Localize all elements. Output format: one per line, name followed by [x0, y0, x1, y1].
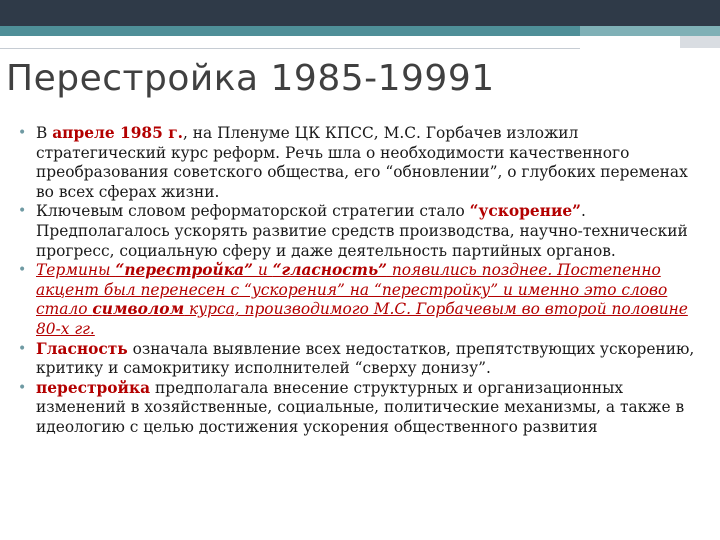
text: В — [36, 124, 53, 142]
text: предполагала внесение структурных и организационных изменений в хозяйственные, социальные, политические механизмы, а также в идеологию с целью достижения ускорения общественного развития — [36, 378, 685, 436]
highlight-acceleration: “ускорение” — [469, 202, 582, 221]
highlight-glasnost-term: Гласность — [36, 339, 128, 358]
text: Термины — [36, 261, 116, 280]
accent-stripe-right — [580, 26, 720, 36]
text: , на Пленуме ЦК КПСС, М.С. Горбачев изложил стратегический курс реформ. Речь шла о необходимости качественного преобразования советского общества, его “обновлении”, о глубоких переменах во всех сферах жизни. — [36, 124, 688, 201]
text: . Предполагалось ускорять развитие средств производства, научно-технический прогресс, социальную сферу и даже деятельность партийных органов. — [36, 202, 688, 260]
bullet-marker: • — [18, 340, 27, 357]
highlight-glasnost: “гласность” — [272, 261, 387, 280]
bullet-item-april-1985 — [18, 124, 708, 202]
top-banner — [0, 0, 720, 26]
bullet-list — [18, 124, 708, 438]
highlight-perestroika-term: перестройка — [36, 378, 151, 397]
bullet-item-glasnost — [18, 340, 708, 379]
text: курса, производимого М.С. Горбачевым во второй половине 80-х гг. — [36, 300, 688, 338]
terms-paragraph — [36, 261, 688, 338]
slide-title: Перестройка 1985-19991 — [6, 58, 495, 99]
highlight-date: апреле 1985 г. — [52, 124, 183, 142]
text: означала выявление всех недостатков, препятствующих ускорению, критику и самокритику исполнителей “сверху донизу”. — [36, 339, 695, 378]
title-divider — [0, 48, 580, 49]
bullet-item-terms — [18, 261, 708, 339]
text: появились позднее. Постепенно акцент был перенесен с “ускорения” на “перестройку” и именно это слово стало — [36, 261, 668, 319]
bullet-item-perestroika — [18, 379, 708, 438]
bullet-marker: • — [18, 125, 27, 141]
bullet-item-acceleration — [18, 202, 708, 261]
bullet-marker: • — [18, 262, 27, 279]
text: и — [252, 261, 273, 280]
bullet-marker: • — [18, 203, 27, 220]
corner-tab — [680, 36, 720, 48]
text: Ключевым словом реформаторской стратегии стало — [36, 202, 470, 221]
bullet-marker: • — [18, 379, 27, 396]
highlight-perestroika: “перестройка” — [115, 261, 253, 280]
highlight-symbol: символом — [92, 300, 185, 319]
